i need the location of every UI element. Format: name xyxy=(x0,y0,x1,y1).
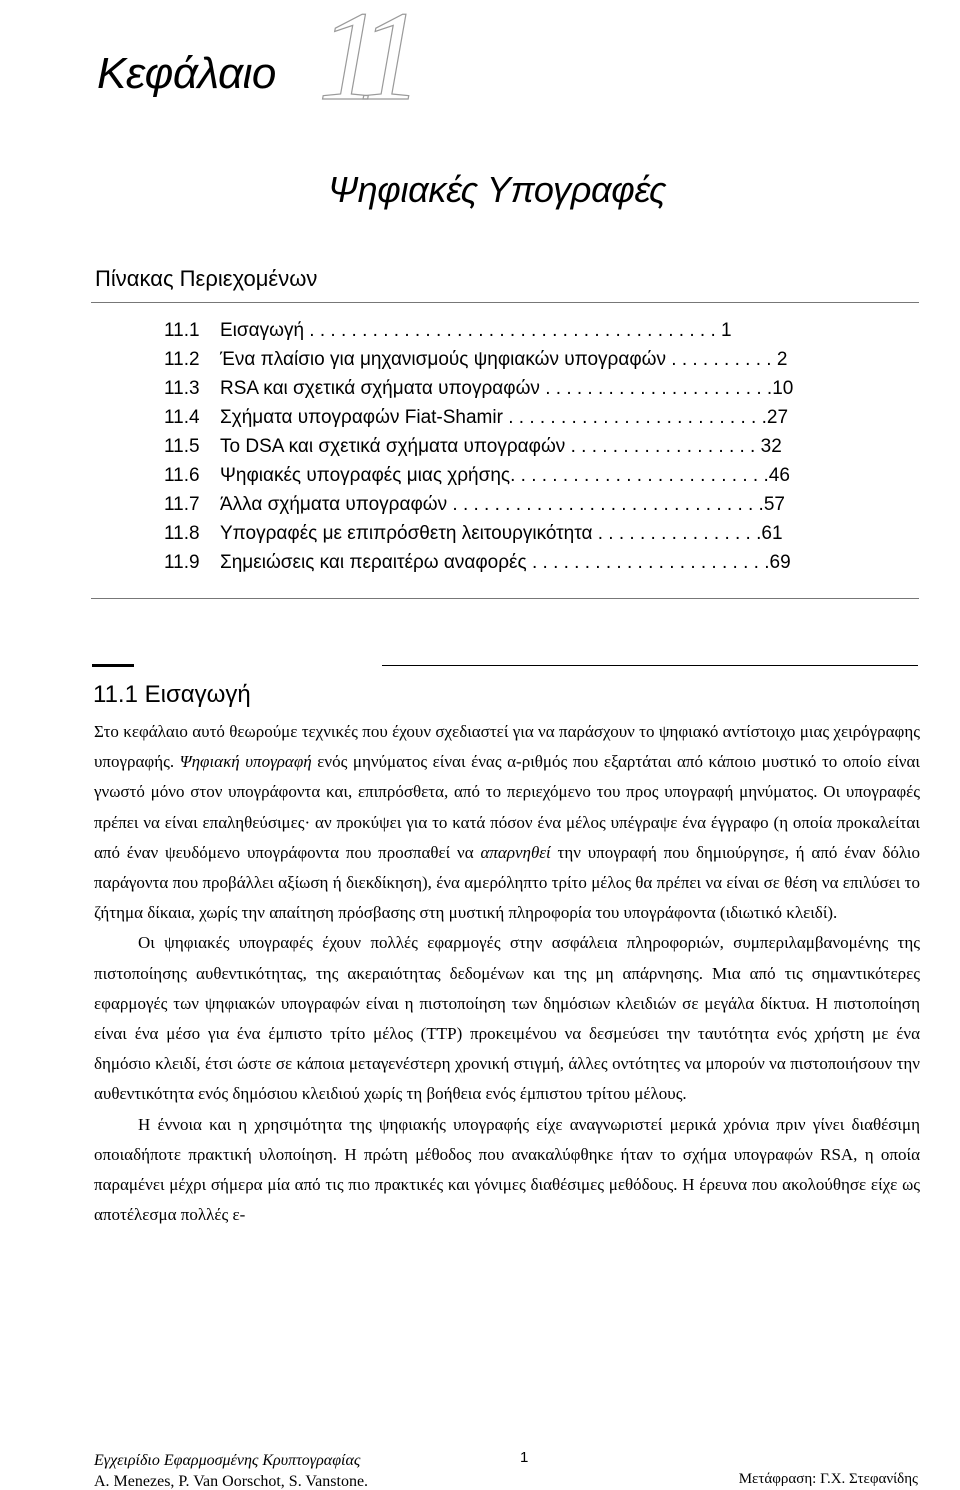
toc-entry-label: Το DSA και σχετικά σχήματα υπογραφών xyxy=(220,436,566,457)
toc-entry-number: 11.6 xyxy=(164,465,200,486)
toc-entry-label: Άλλα σχήματα υπογραφών xyxy=(220,494,448,515)
toc-entry-page: 2 xyxy=(776,349,788,370)
toc-entry[interactable] xyxy=(164,374,924,403)
toc-entry-number: 11.1 xyxy=(164,320,200,341)
toc-entry-leader: . . . . . . . . . . . . . . . . . . . . . . xyxy=(539,378,773,399)
toc-entry-leader: . . . . . . . . . . . . . . . . xyxy=(592,523,762,544)
chapter-word: Κεφάλαιο xyxy=(97,49,276,98)
toc-heading: Πίνακας Περιεχομένων xyxy=(95,266,318,291)
footer-book-title: Εγχειρίδιο Εφαρμοσμένης Κρυπτογραφίας xyxy=(94,1452,361,1469)
toc-entry-label: Σημειώσεις και περαιτέρω αναφορές xyxy=(220,552,527,573)
toc-entry-label: Σχήματα υπογραφών Fiat-Shamir xyxy=(220,407,503,428)
paragraph-1-text-e: την υπογραφή που δημιούργησε, ή από έναν δόλιο παράγοντα που προβάλλει αξίωση ή διεκδίκηση), ένα αμερόληπτο τρίτο μέλος θα πρέπει να είναι σε θέση να επιλύσει το ζήτημα δίκαια, χωρίς την απαίτηση πρόσβασης στη μυστική πληροφορία του υπογράφοντα (ιδιωτικό κλειδί). xyxy=(94,842,920,923)
paragraph-1-text-c: ενός μηνύματος είναι ένας α-ριθμός που εξαρτάται από κάποιο μυστικό το οποίο είναι γνωστό μόνο στον υπογράφοντα και, επιπρόσθετα, από το περιεχόμενο του προς υπογραφή μηνύματος. Οι υπογραφές πρέπει να είναι επαληθεύσιμες· αν προκύψει για το κατά πόσον ένα μέλος υπέγραψε ένα έγγραφο (η οποία προκαλείται από έναν ψευδόμενο υπογράφοντα που προσπαθεί να xyxy=(94,752,920,862)
toc-entry-number: 11.8 xyxy=(164,523,200,544)
toc-entry-number: 11.9 xyxy=(164,552,200,573)
footer-translation: Μετάφραση: Γ.Χ. Στεφανίδης xyxy=(738,1471,918,1487)
toc-entry-page: 10 xyxy=(772,378,794,399)
footer-authors: A. Menezes, P. Van Oorschot, S. Vanstone. xyxy=(94,1473,369,1490)
toc-entry-number: 11.4 xyxy=(164,407,200,428)
section-body xyxy=(94,717,920,1230)
toc-entry[interactable] xyxy=(164,548,924,577)
toc-entry-leader: . . . . . . . . . . . . . . . . . . . . . . . xyxy=(526,552,770,573)
section-rule-thin xyxy=(382,665,918,666)
toc-entry-label: Ψηφιακές υπογραφές μιας χρήσης. xyxy=(220,465,516,486)
toc-entry-leader: . . . . . . . . . . . . . . . . . . . . . . . . . xyxy=(502,407,767,428)
toc-entry-leader: . . . . . . . . . . . . . . . . . . . . . . . . xyxy=(515,465,769,486)
term-repudiate: απαρνηθεί xyxy=(480,842,551,862)
page-number: 1 xyxy=(520,1449,529,1466)
toc-entry-page: 32 xyxy=(760,436,782,457)
term-digital-signature: Ψηφιακή υπογραφή xyxy=(179,752,312,772)
section-title: 11.1 Εισαγωγή xyxy=(93,681,251,708)
toc-entry-page: 1 xyxy=(721,320,732,341)
paragraph-3: Η έννοια και η χρησιμότητα της ψηφιακής υπογραφής είχε αναγνωριστεί μερικά χρόνια πριν γίνει διαθέσιμη οποιαδήποτε πρακτική υλοποίηση. Η πρώτη μέθοδος που ανακαλύφθηκε ήταν το σχήμα υπογραφών RSA, η οποία παραμένει μέχρι σήμερα μία από τις πιο πρακτικές και γόνιμες διαθέσιμες μεθόδους. Η έρευνα που ακολούθησε είχε ως αποτέλεσμα πολλές ε- xyxy=(94,1114,920,1225)
paragraph-1-text-a: Στο κεφάλαιο αυτό θεωρούμε τεχνικές που έχουν σχεδιαστεί για να παράσχουν το ψηφιακό αντίστοιχο μιας χειρόγραφης υπογραφής. xyxy=(94,722,920,772)
toc-entry-number: 11.3 xyxy=(164,378,200,399)
toc-entry-number: 11.5 xyxy=(164,436,200,457)
toc-entry-leader: . . . . . . . . . . xyxy=(665,349,777,370)
toc-entry-label: RSA και σχετικά σχήματα υπογραφών xyxy=(220,378,540,399)
section-rule-thick xyxy=(92,664,134,667)
toc-entry-leader: . . . . . . . . . . . . . . . . . . xyxy=(565,436,761,457)
chapter-number: 11 xyxy=(318,0,409,127)
chapter-title: Ψηφιακές Υπογραφές xyxy=(328,169,667,210)
toc-entry-page: 57 xyxy=(763,494,785,515)
toc-entry[interactable] xyxy=(164,316,924,345)
toc-entry[interactable] xyxy=(164,461,924,490)
toc-entry[interactable] xyxy=(164,432,924,461)
toc-entry[interactable] xyxy=(164,490,924,519)
toc-entry-page: 61 xyxy=(761,523,783,544)
toc-bottom-rule xyxy=(91,598,919,599)
toc-entry[interactable] xyxy=(164,519,924,548)
paragraph-2: Οι ψηφιακές υπογραφές έχουν πολλές εφαρμογές στην ασφάλεια πληροφοριών, συμπεριλαμβανομένης της πιστοποίησης αυθεντικότητας, της ακεραιότητας δεδομένων και της μη απάρνησης. Μια από τις σημαντικότερες εφαρμογές των ψηφιακών υπογραφών είναι η πιστοποίηση των δημόσιων κλειδιών σε μεγάλα δίκτυα. Η πιστοποίηση είναι ένα μέσο για ένα έμπιστο τρίτο μέλος (TTP) προκειμένου να δεσμεύσει την ταυτότητα ενός χρήστη με ένα δημόσιο κλειδί, έτσι ώστε σε κάποια μεταγενέστερη χρονική στιγμή, άλλες οντότητες να μπορούν να πιστοποιήσουν την αυθεντικότητα ενός δημόσιου κλειδιού χωρίς τη βοήθεια ενός έμπιστου τρίτου μέλους. xyxy=(94,933,920,1104)
toc-entry-page: 69 xyxy=(769,552,791,573)
toc-entry-page: 27 xyxy=(766,407,789,428)
paragraph-1 xyxy=(94,717,920,928)
toc-entry[interactable] xyxy=(164,345,924,374)
toc-entry-leader: . . . . . . . . . . . . . . . . . . . . . . . . . . . . . . xyxy=(447,494,764,515)
toc-entry-label: Εισαγωγή xyxy=(220,320,305,341)
toc-entry-number: 11.2 xyxy=(164,349,200,370)
toc-entry-leader: . . . . . . . . . . . . . . . . . . . . . . . . . . . . . . . . . . . . . . . xyxy=(304,320,722,341)
toc-entry[interactable] xyxy=(164,403,924,432)
toc-top-rule xyxy=(91,302,919,303)
toc-entry-label: Υπογραφές με επιπρόσθετη λειτουργικότητα xyxy=(220,523,593,544)
toc-entry-number: 11.7 xyxy=(164,494,200,515)
toc-entry-page: 46 xyxy=(768,465,790,486)
toc-entry-label: Ένα πλαίσιο για μηχανισμούς ψηφιακών υπογραφών xyxy=(220,349,666,370)
table-of-contents xyxy=(164,316,924,577)
